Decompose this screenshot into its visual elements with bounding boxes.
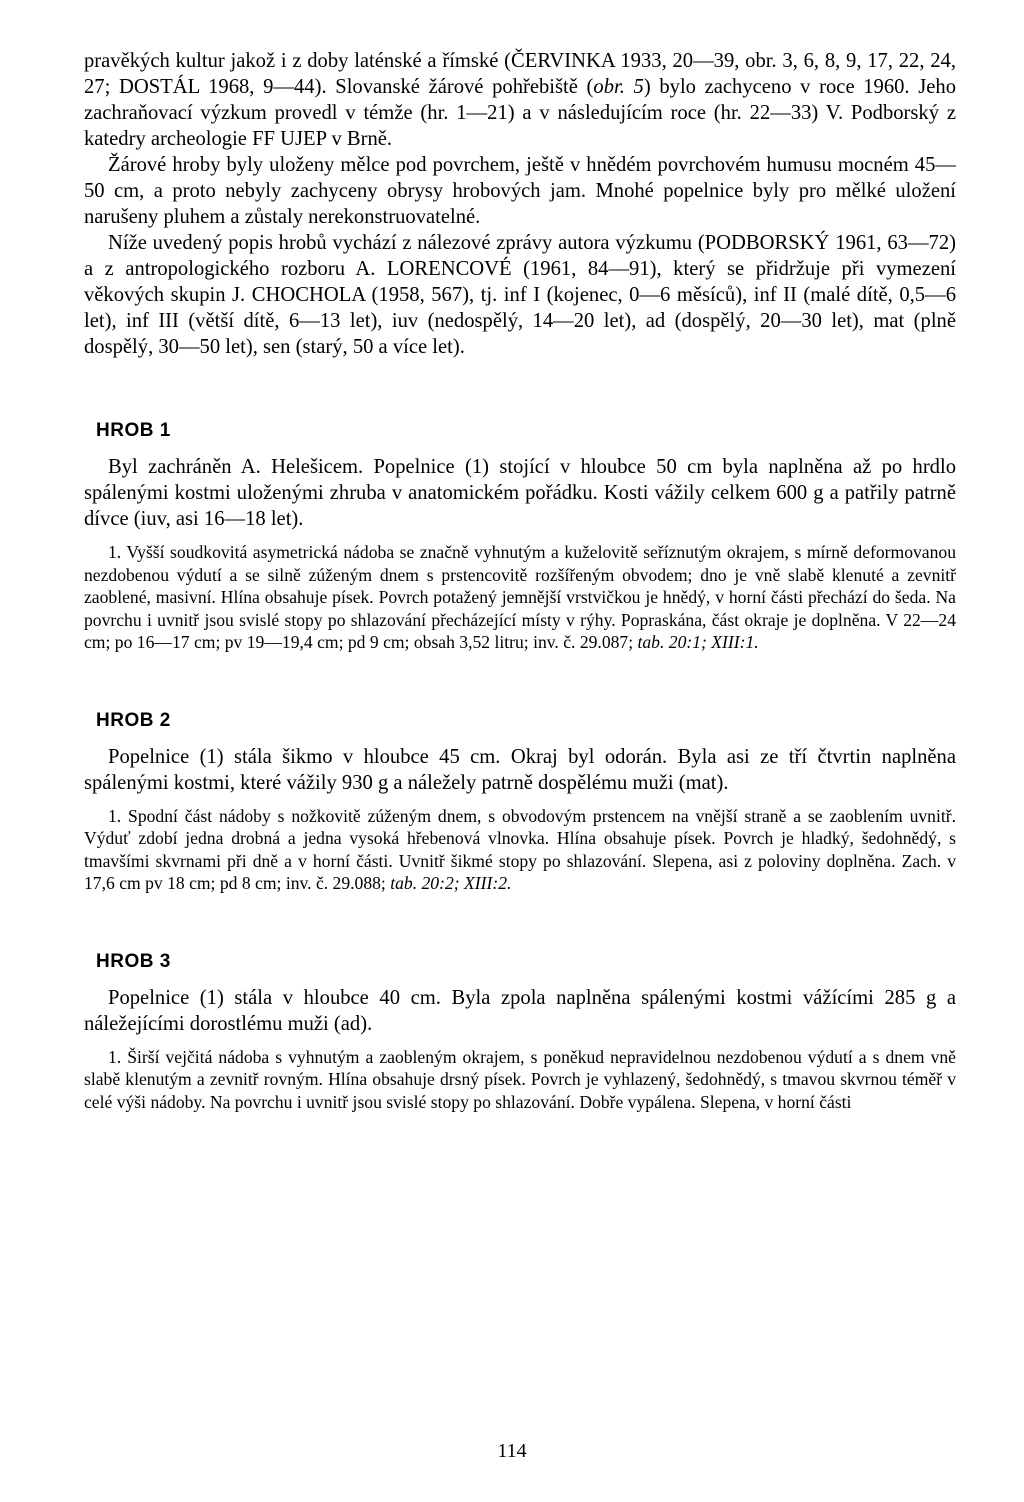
find-item-text: 1. Širší vejčitá nádoba s vyhnutým a zaobleným okrajem, s poněkud nepravidelnou nezdobenou výdutí a s dnem vně slabě klenutým a zevnitř rovným. Hlína obsahuje drsný písek. Povrch je vyhlazený, šedohnědý, s tmavou skvrnou téměř v celé výši nádoby. Na povrchu i uvnitř jsou svislé stopy po shlazování. Dobře vypálena. Slepena, v horní části (84, 1046, 956, 1112)
grave-description: Byl zachráněn A. Helešicem. Popelnice (1) stojící v hloubce 50 cm byla naplněna až po hrdlo spálenými kostmi uloženými zhruba v anatomickém pořádku. Kosti vážily celkem 600 g a patřily patrně dívce (iuv, asi 16—18 let). (84, 456, 956, 530)
figure-reference: obr. 5 (593, 76, 644, 98)
grave-heading: HROB 1 (96, 420, 171, 441)
find-item (84, 1046, 956, 1114)
plate-reference: tab. 20:2; XIII:2. (390, 873, 512, 893)
intro-paragraph-2: Žárové hroby byly uloženy mělce pod povrchem, ještě v hnědém povrchovém humusu mocném 45—50 cm, a proto nebyly zachyceny obrysy hrobových jam. Mnohé popelnice byly pro mělké uložení narušeny pluhem a zůstaly nerekonstruovatelné. (84, 154, 956, 228)
plate-reference: tab. 20:1; XIII:1. (637, 632, 759, 652)
grave-heading: HROB 2 (96, 709, 171, 731)
page-number: 114 (497, 1440, 527, 1462)
grave-section-3 (84, 951, 956, 1114)
find-item-text: 1. Spodní část nádoby s nožkovitě zúženým dnem, s obvodovým prstencem na vnější straně a se zaoblením uvnitř. Výduť zdobí jedna drobná a jedna vysoká hřebenová vlnovka. Hlína obsahuje písek. Povrch je hladký, šedohnědý, s tmavšími skvrnami při dně a v horní části. Uvnitř šikmé stopy po shlazování. Slepena, asi z poloviny doplněna. Zach. v 17,6 cm pv 18 cm; pd 8 cm; inv. č. 29.088; (84, 805, 956, 893)
page-content (84, 48, 956, 1113)
intro-paragraph-3: Níže uvedený popis hrobů vychází z nálezové zprávy autora výzkumu (PODBORSKÝ 1961, 63—72) a z antropologického rozboru A. LORENCOVÉ (1961, 84—91), který se přidržuje při vymezení věkových skupin J. CHOCHOLA (1958, 567), tj. inf I (kojenec, 0—6 měsíců), inf II (malé dítě, 0,5—6 let), inf III (větší dítě, 6—13 let), iuv (nedospělý, 14—20 let), ad (dospělý, 20—30 let), mat (plně dospělý, 30—50 let), sen (starý, 50 a více let). (84, 232, 956, 358)
grave-description: Popelnice (1) stála šikmo v hloubce 45 cm. Okraj byl odorán. Byla asi ze tří čtvrtin naplněna spálenými kostmi, které vážily 930 g a náležely patrně dospělému muži (mat). (84, 745, 956, 794)
intro-text: pravěkých kultur jakož i z doby laténské a římské (ČERVINKA 1933, 20—39, obr. 3, 6, 8, 9, 17, 22, 24, 27; DOSTÁL 1968, 9—44). Slovanské žárové pohřebiště ( (84, 50, 956, 98)
intro-paragraph-1 (84, 48, 956, 152)
grave-section-2 (84, 710, 956, 895)
grave-heading: HROB 3 (96, 950, 171, 972)
find-item (84, 805, 956, 895)
grave-description: Popelnice (1) stála v hloubce 40 cm. Byla zpola naplněna spálenými kostmi vážícími 285 g a náležejícími dorostlému muži (ad). (84, 986, 956, 1035)
find-item-text: 1. Vyšší soudkovitá asymetrická nádoba se značně vyhnutým a kuželovitě seříznutým okrajem, s mírně deformovanou nezdobenou výdutí a se silně zúženým dnem s prstencovitě rozšířeným obvodem; dno je vně slabě klenuté a zevnitř zaoblené, masivní. Hlína obsahuje písek. Povrch potažený jemnější vrstvičkou je hnědý, v horní části přechází do šeda. Na povrchu i uvnitř jsou svislé stopy po shlazování přecházející místy v rýhy. Popraskána, část okraje je doplněna. V 22—24 cm; po 16—17 cm; pv 19—19,4 cm; pd 9 cm; obsah 3,52 litru; inv. č. 29.087; (84, 542, 956, 652)
grave-section-1 (84, 420, 956, 654)
find-item (84, 541, 956, 654)
intro-text: ) bylo zachyceno v roce 1960. Jeho zachraňovací výzkum provedl v témže (hr. 1—21) a v následujícím roce (hr. 22—33) V. Podborský z katedry archeologie FF UJEP v Brně. (84, 76, 956, 150)
